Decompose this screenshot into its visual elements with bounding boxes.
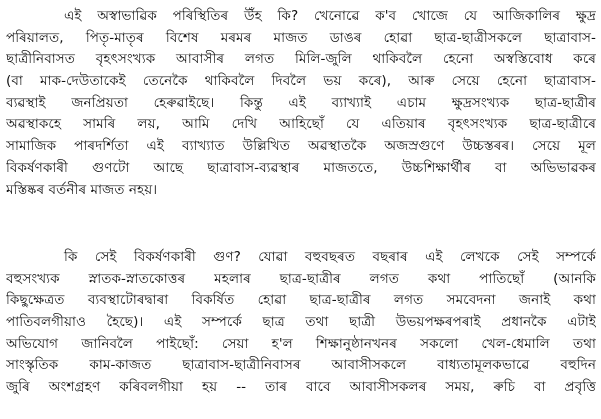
text-line: অভিযোগ জানিবলৈ পাইছোঁ: সেয়া হ'ল শিক্ষানুষ্ঠানখনৰ সকলো খেল-ধেমালি তথা xyxy=(6,335,596,352)
text-line: সাংস্কৃতিক কাম-কাজত ছাত্ৰাবাস-ছাত্ৰীনিবাসৰ আবাসীসকলে বাধ্যতামূলকভাৱে বহুদিন xyxy=(6,357,596,374)
text-line: কিছুক্ষেত্ৰত ব্যবস্থাটোৰদ্বাৰা বিকৰ্ষিত হোৱা ছাত্ৰ-ছাত্ৰীৰ লগত সমবেদনা জনাই কথা xyxy=(6,292,596,309)
paragraph-1 xyxy=(6,6,596,201)
text-line: সামাজিক পাৰদৰ্শিতা এই ব্যাখ্যাত উল্লিখিত অৱস্থাতকৈ অজস্ৰগুণে উচ্চস্তৰৰ। সেয়ে মূল xyxy=(6,138,596,155)
text-line: বহুসংখ্যক স্নাতক-স্নাতকোত্তৰ মহলাৰ ছাত্ৰ-ছাত্ৰীৰ লগত কথা পাতিছোঁ (আনকি xyxy=(6,270,596,287)
text-line: পৰিয়ালত, পিতৃ-মাতৃৰ বিশেষ মৰমৰ মাজত ডাঙৰ হোৱা ছাত্ৰ-ছাত্ৰীসকলে ছাত্ৰাবাস- xyxy=(6,29,596,46)
text-line: পাতিবলগীয়াও হৈছে)। এই সম্পৰ্কে ছাত্ৰ তথা ছাত্ৰী উভয়পক্ষৰপৰাই প্ৰধানকৈ এটাই xyxy=(6,314,596,331)
text-line: বিকৰ্ষণকাৰী গুণটো আছে ছাত্ৰাবাস-ব্যৱস্থাৰ মাজততে, উচ্চশিক্ষাৰ্থীৰ বা অভিভাৱকৰ xyxy=(6,159,596,176)
text-line: জুৰি অংশগ্ৰহণ কৰিবলগীয়া হয় -- তাৰ বাবে আবাসীসকলৰ সময়, ৰুচি বা প্ৰবৃত্তি xyxy=(6,379,596,396)
text-line: ব্যৱস্থাই জনপ্ৰিয়তা হেৰুৱাইছে। কিন্তু এই ব্যাখ্যাই এচাম ক্ষুদ্ৰসংখ্যক ছাত্ৰ-ছাত্ৰীৰ xyxy=(6,94,596,111)
text-line: (বা মাক-দেউতাকেই তেনেকৈ থাকিবলৈ দিবলৈ ভয় কৰে), আৰু সেয়ে হেনো ছাত্ৰাবাস- xyxy=(6,73,596,90)
text-line: মস্তিষ্কৰ বৰ্তনীৰ মাজত নহয়। xyxy=(6,181,158,198)
text-line: অৱস্থাকহে সামৰি লয়, আমি দেখি আহিছোঁ যে এতিয়াৰ বৃহৎসংখ্যক ছাত্ৰ-ছাত্ৰীৰে xyxy=(6,116,596,133)
text-line: ছাত্ৰীনিবাসত বৃহৎসংখ্যক আবাসীৰ লগত মিলি-জুলি থাকিবলৈ হেনো অস্বস্তিবোধ কৰে xyxy=(6,51,596,68)
paragraph-2 xyxy=(6,247,596,399)
text-line: কি সেই বিকৰ্ষণকাৰী গুণ? যোৱা বহুবছৰত বছৰাৰ এই লেখকে সেই সম্পৰ্কে xyxy=(64,249,596,265)
text-line: এই অস্বাভাৱিক পৰিস্থিতিৰ উঁহ কি? খেনোৱে ক'ব খোজে যে আজিকালিৰ ক্ষুদ্ৰ xyxy=(64,8,596,24)
